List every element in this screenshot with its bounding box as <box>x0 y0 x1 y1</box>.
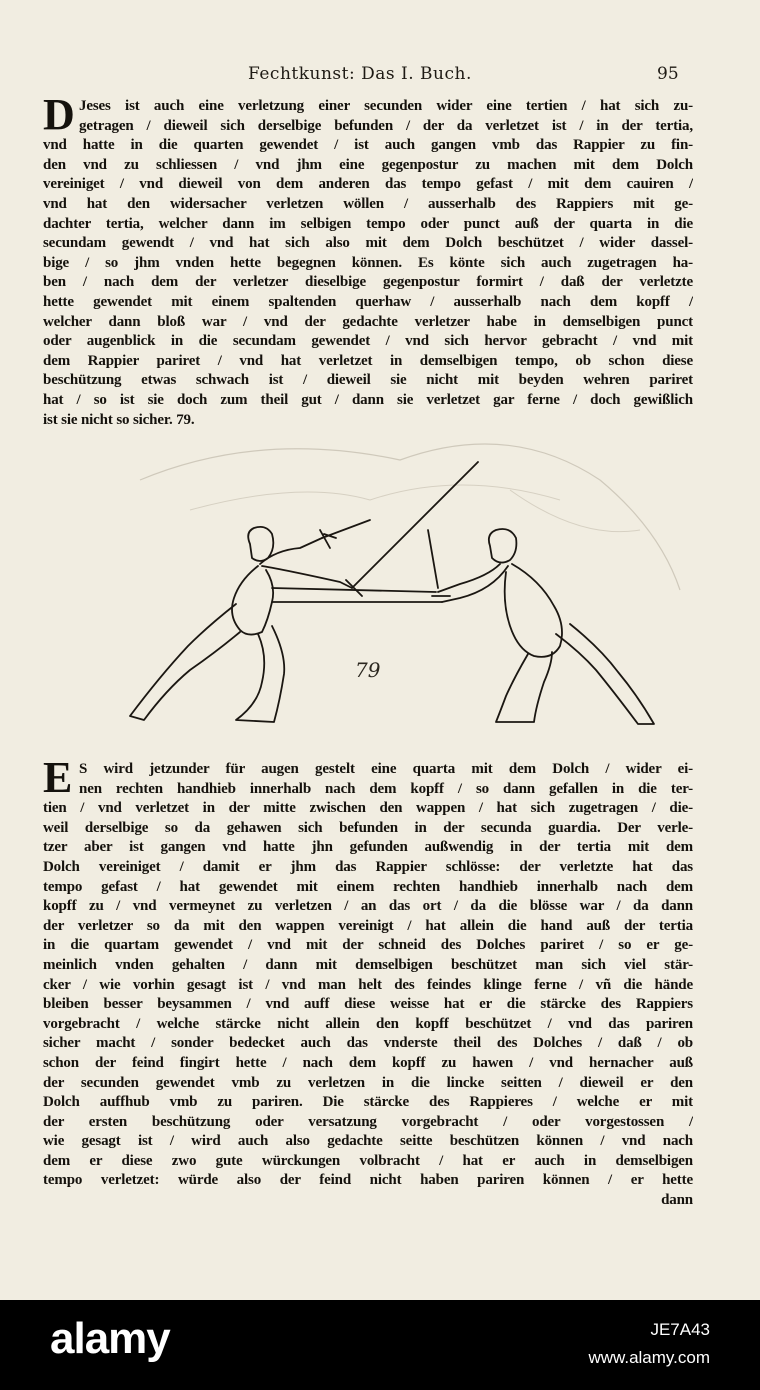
text-line: beschützung etwas schwach ist / dieweil sie nicht mit beyden wehren pariret <box>43 372 693 389</box>
stock-banner <box>0 1300 760 1390</box>
text-line: der ersten beschützung oder versatzung vorgebracht / oder vorgestossen / <box>43 1113 693 1130</box>
text-line: vnd hatte in die quarten gewendet / ist auch gangen vmb das Rappier zu fin- <box>43 137 693 154</box>
text-line: ben / nach dem der verletzer dieselbige gegenpostur formirt / daß der verletzte <box>43 274 693 291</box>
drop-cap: E <box>43 753 73 802</box>
text-line: dachter tertia, welcher dann im selbigen tempo oder punct auß der quarta in die <box>43 215 693 232</box>
text-line: welcher dann bloß war / vnd der gedachte verletzer habe in demselbigen punct <box>43 313 693 330</box>
text-line: meinlich vnden gehalten / dann mit demselbigen beschützet man sich viel stär- <box>43 956 693 973</box>
running-title: Fechtkunst: Das I. Buch. <box>248 64 472 84</box>
text-line: schon der feind fingirt hette / nach dem kopff zu hawen / vnd hernacher auß <box>43 1054 693 1071</box>
text-line: getragen / dieweil sich derselbige befunden / der da verletzet ist / in der tertia, <box>79 117 693 134</box>
drop-cap: D <box>43 90 75 139</box>
text-line: cker / wie vorhin gesagt ist / vnd man helt des feindes klinge ferne / vñ die hände <box>43 976 693 993</box>
text-line: S wird jetzunder für augen gestelt eine quarta mit dem Dolch / wider ei- <box>79 761 693 777</box>
catchword: dann <box>661 1192 693 1209</box>
text-line: bige / so jhm vnden hette begegnen können. Es könte sich auch zugetragen ha- <box>43 254 693 271</box>
paragraph-1 <box>43 90 693 430</box>
text-line: dem er diese zwo gute würckungen volbracht / hat er auch in demselbigen <box>43 1152 693 1169</box>
fencers-drawing <box>40 420 730 750</box>
text-line: vnd hat den widersacher verletzen wöllen / ausserhalb des Rappiers mit ge- <box>43 195 693 212</box>
text-line: in die quartam gewendet / vnd mit der schneid des Dolches pariret / so er ge- <box>43 937 693 954</box>
text-line: wie gesagt ist / wird auch also gedachte seitte beschützen können / vnd nach <box>43 1133 693 1150</box>
text-line: den vnd zu schliessen / vnd jhm eine gegenpostur zu machen mit dem Dolch <box>43 156 693 173</box>
image-id: JE7A43 <box>650 1320 710 1339</box>
text-line: bleiben besser beysammen / vnd auff diese weisse hat er die stärcke des Rappiers <box>43 996 693 1013</box>
brand-logo: alamy <box>50 1314 170 1363</box>
text-line: hat / so ist sie doch zum theil gut / dann sie verletzet gar ferne / doch gewißlich <box>43 391 693 408</box>
text-line: tempo gefast / hat gewendet mit einem rechten handhieb innerhalb nach dem <box>43 878 693 895</box>
text-line: kopff zu / vnd vermeynet zu verletzen / an das ort / da die blösse war / da dann <box>43 898 693 915</box>
page-header <box>0 64 760 94</box>
text-line: tzer aber ist gangen vnd hatte jhn gefunden außwendig in der tertia mit dem <box>43 839 693 856</box>
text-line: sicher macht / sonder bedecket auch das vnderste theil des Dolches / daß / ob <box>43 1035 693 1052</box>
text-line: secundam gewendt / vnd hat sich also mit dem Dolch beschützet / wider dassel- <box>43 235 693 252</box>
text-line: tien / vnd verletzet in der mitte zwischen den wappen / hat sich zugetragen / die- <box>43 800 693 817</box>
text-line: Dolch vereiniget / damit er jhm das Rappier schlösse: der verletzte hat das <box>43 858 693 875</box>
figure-number: 79 <box>355 658 381 682</box>
site-url: www.alamy.com <box>588 1348 710 1367</box>
text-line: vereiniget / vnd dieweil von dem anderen das tempo gefast / mit dem cauiren / <box>43 176 693 193</box>
text-line: weil derselbige so da gehawen sich befunden in der secunda guardia. Der verle- <box>43 819 693 836</box>
fencing-illustration <box>40 420 730 750</box>
page-number: 95 <box>657 64 679 84</box>
text-line: dem Rappier pariret / vnd hat verletzet in demselbigen tempo, ob schon diese <box>43 352 693 369</box>
text-line: vorgebracht / welche stärcke nicht allein den kopff beschützet / vnd das pariren <box>43 1015 693 1032</box>
text-line: Dolch auffhub vmb zu pariren. Die stärcke des Rappieres / welche er mit <box>43 1094 693 1111</box>
text-line: tempo verletzet: würde also der feind nicht haben pariren können / er hette <box>43 1172 693 1189</box>
paragraph-2 <box>43 753 693 1211</box>
text-line: Jeses ist auch eine verletzung einer secunden wider eine tertien / hat sich zu- <box>79 98 693 114</box>
text-line: nen rechten handhieb innerhalb nach dem kopff / so dann gefallen in die ter- <box>79 780 693 797</box>
text-line: hette gewendet mit einem spaltenden querhaw / ausserhalb nach dem kopff / <box>43 293 693 310</box>
text-line: der verletzer so da mit den wappen vereinigt / hat allein die hand auß der tertia <box>43 917 693 934</box>
text-line: oder augenblick in die secundam gewendet / vnd sich hervor gebracht / vnd mit <box>43 333 693 350</box>
text-line: ist sie nicht so sicher. 79. <box>43 411 195 428</box>
text-line: der secunden gewendet vmb zu verletzen in die lincke seitten / dieweil er den <box>43 1074 693 1091</box>
